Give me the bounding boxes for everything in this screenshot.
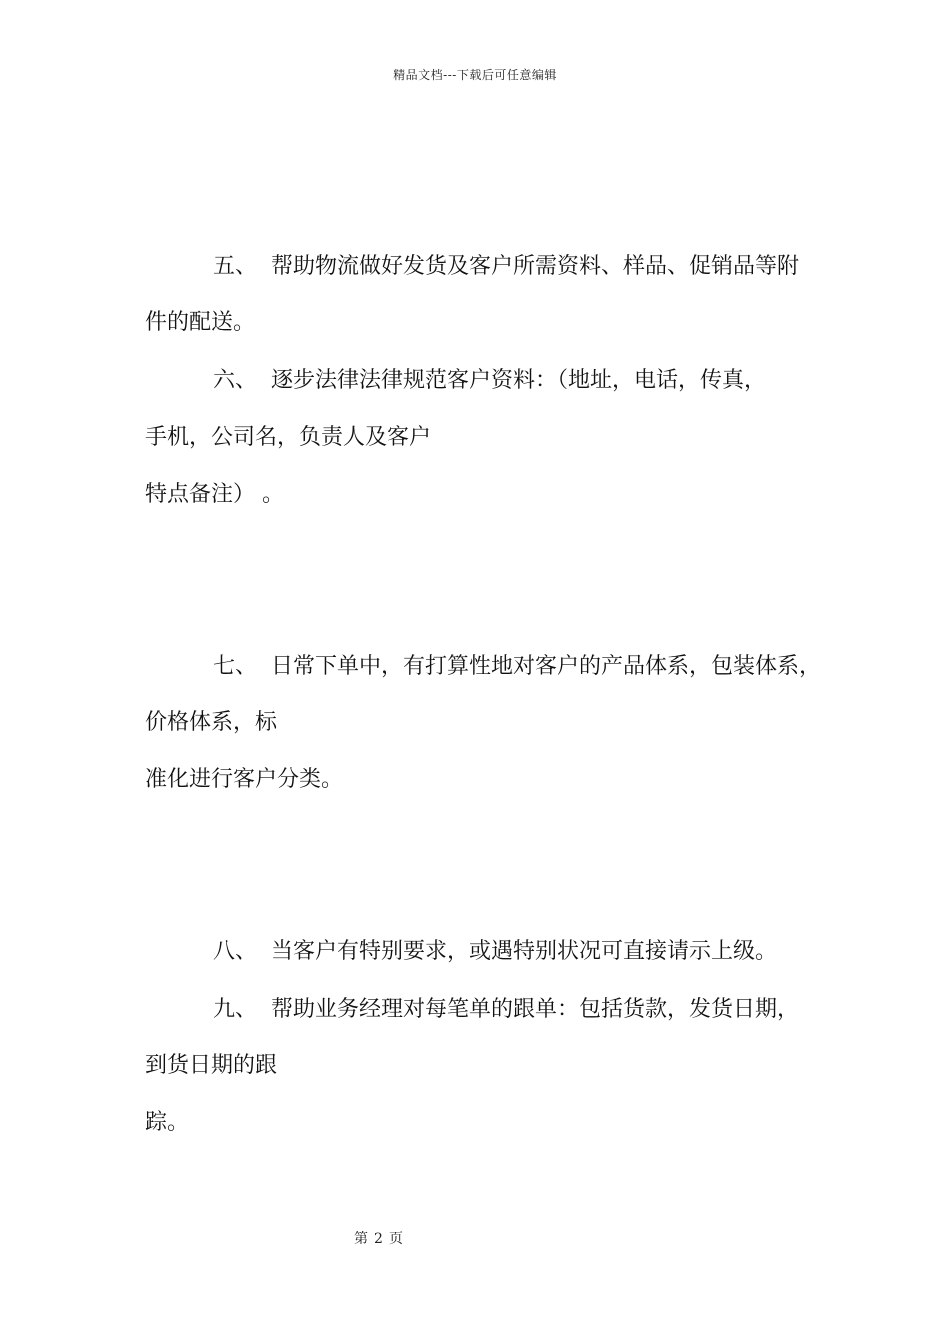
- paragraph-6-text-1: 逐步法律法律规范客户资料：（地址，电话，传真，: [271, 368, 767, 393]
- paragraph-7-line-2: 价格体系，标: [145, 710, 278, 735]
- page-number-suffix: 页: [388, 1231, 403, 1247]
- paragraph-8-number: 八、: [213, 939, 258, 964]
- paragraph-5-number: 五、: [213, 254, 258, 279]
- paragraph-7-line-3: 准化进行客户分类。: [145, 767, 344, 792]
- paragraph-9-line-2: 到货日期的跟: [145, 1053, 278, 1078]
- paragraph-6-line-1: [213, 366, 766, 396]
- paragraph-6-line-3: 特点备注） 。: [145, 482, 284, 507]
- page-number-prefix: 第: [354, 1231, 369, 1247]
- paragraph-5-text-1: 帮助物流做好发货及客户所需资料、样品、促销品等附: [271, 254, 800, 279]
- paragraph-5-line-1: [213, 252, 799, 282]
- paragraph-8-text-1: 当客户有特别要求，或遇特别状况可直接请示上级。: [271, 939, 778, 964]
- paragraph-7-number: 七、: [213, 654, 258, 679]
- page-number: 2: [374, 1231, 383, 1247]
- paragraph-6-number: 六、: [213, 368, 258, 393]
- paragraph-9-line-3: 踪。: [145, 1110, 190, 1135]
- paragraph-9-text-1: 帮助业务经理对每笔单的跟单：包括货款，发货日期，: [271, 997, 800, 1022]
- paragraph-7-line-1: [213, 652, 821, 682]
- paragraph-9-line-1: [213, 995, 799, 1025]
- paragraph-5-line-2: 件的配送。: [145, 310, 256, 335]
- paragraph-9-number: 九、: [213, 997, 258, 1022]
- paragraph-7-text-1: 日常下单中，有打算性地对客户的产品体系，包装体系，: [271, 654, 822, 679]
- paragraph-6-line-2: 手机，公司名，负责人及客户: [145, 425, 432, 450]
- page-header: 精品文档---下载后可任意编辑: [393, 68, 557, 82]
- paragraph-8-line-1: [213, 937, 777, 967]
- page-footer: [0, 1228, 757, 1248]
